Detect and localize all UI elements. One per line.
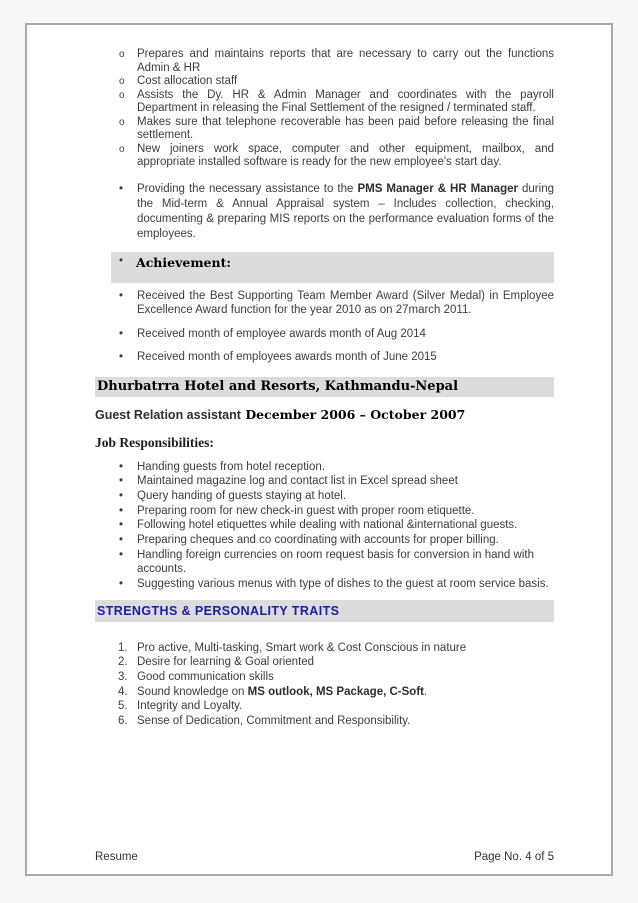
list-item [95, 489, 554, 504]
list-item-number: 1. [118, 641, 128, 654]
disc-bullet-icon: • [119, 578, 124, 591]
awards-list [95, 289, 554, 365]
list-item-text: Handing guests from hotel reception. [137, 460, 325, 473]
assistance-text: Providing the necessary assistance to the PMS Manager & HR Manager during the Mid-term & Annual Appraisal system – Includes collection, checking, documenting & preparing MIS reports on the performance evaluation forms of the employees. [137, 182, 554, 240]
list-item [95, 641, 554, 656]
disc-bullet-icon: • [119, 548, 124, 561]
list-item [95, 143, 554, 170]
list-item [95, 655, 554, 670]
list-item-text: Desire for learning & Goal oriented [137, 656, 315, 669]
list-item [95, 474, 554, 489]
list-item-text: Sense of Dedication, Commitment and Responsibility. [137, 714, 411, 727]
list-item-text: Pro active, Multi-tasking, Smart work & Cost Conscious in nature [137, 641, 467, 654]
page-content [27, 25, 611, 728]
list-item [95, 116, 554, 143]
list-item-text: Following hotel etiquettes while dealing with national &international guests. [137, 519, 518, 532]
list-item [95, 699, 554, 714]
list-item-text: Good communication skills [137, 671, 274, 684]
circle-bullet-icon: o [119, 116, 125, 128]
list-item-text: Assists the Dy. HR & Admin Manager and coordinates with the payroll Department in releasing the Final Settlement of the resigned / terminated staff. [137, 88, 554, 114]
list-item [95, 75, 554, 89]
list-item-text: Sound knowledge on MS outlook, MS Package, C-Soft. [137, 685, 428, 698]
list-item-text: Integrity and Loyalty. [137, 700, 243, 713]
list-item-text: Received month of employees awards month of June 2015 [137, 351, 437, 363]
disc-bullet-icon: • [119, 519, 124, 532]
list-item-text: Prepares and maintains reports that are necessary to carry out the functions Admin & HR [137, 48, 554, 74]
employer-name-header: Dhurbatrra Hotel and Resorts, Kathmandu-Nepal [95, 377, 554, 397]
list-item [95, 533, 554, 548]
role-line [95, 407, 554, 423]
circle-bullet-icon: o [119, 49, 125, 60]
list-item [95, 577, 554, 592]
list-item-text: Received the Best Supporting Team Member Award (Silver Medal) in Employee Excellence Award function for the year 2010 as on 27march 2011. [137, 289, 554, 316]
disc-bullet-icon: • [119, 289, 124, 302]
disc-bullet-icon: • [119, 460, 124, 473]
list-item-number: 2. [118, 656, 128, 669]
page-footer [95, 851, 554, 863]
strengths-section-header: STRENGTHS & PERSONALITY TRAITS [95, 600, 554, 622]
list-item [95, 48, 554, 75]
disc-bullet-icon: • [119, 534, 124, 547]
list-item-text: Handling foreign currencies on room request basis for conversion in hand with accounts. [137, 548, 534, 576]
disc-bullet-icon: • [119, 475, 124, 488]
list-item-text: Preparing room for new check-in guest with proper room etiquette. [137, 504, 475, 517]
assistance-paragraph [95, 182, 554, 242]
list-item-text: Suggesting various menus with type of dishes to the guest at room service basis. [137, 578, 549, 591]
responsibilities-heading: Job Responsibilities: [95, 434, 214, 450]
role-dates: December 2006 – October 2007 [245, 406, 466, 422]
strengths-list [95, 641, 554, 729]
list-item-text: Query handing of guests staying at hotel. [137, 489, 347, 502]
admin-duties-list [95, 48, 554, 170]
list-item-number: 4. [118, 685, 128, 698]
list-item-number: 6. [118, 714, 128, 727]
circle-bullet-icon: o [119, 89, 125, 101]
disc-bullet-icon: • [119, 489, 124, 502]
list-item-text: New joiners work space, computer and other equipment, mailbox, and appropriate installed software is ready for the new employee's start day. [137, 142, 554, 168]
disc-bullet-icon: • [119, 327, 124, 340]
resume-page [25, 23, 613, 876]
responsibilities-list [95, 460, 554, 592]
footer-document-title: Resume [95, 851, 138, 863]
list-item [95, 89, 554, 116]
role-title: Guest Relation assistant [95, 407, 241, 422]
circle-bullet-icon: o [119, 143, 125, 155]
circle-bullet-icon: o [119, 76, 125, 87]
list-item-text: Maintained magazine log and contact list in Excel spread sheet [137, 475, 458, 488]
list-item [95, 504, 554, 519]
list-item [95, 289, 554, 318]
disc-bullet-icon: • [119, 182, 124, 195]
disc-bullet-icon: • [119, 351, 124, 363]
achievement-heading: Achievement: [136, 254, 231, 270]
disc-bullet-icon: • [119, 254, 124, 267]
list-item-number: 3. [118, 671, 128, 684]
list-item [95, 460, 554, 475]
list-item [95, 548, 554, 577]
disc-bullet-icon: • [119, 504, 124, 517]
list-item [95, 685, 554, 700]
footer-page-number: Page No. 4 of 5 [474, 851, 554, 863]
list-item-text: Received month of employee awards month of Aug 2014 [137, 327, 426, 340]
list-item-text: Cost allocation staff [137, 75, 238, 87]
list-item [95, 670, 554, 685]
list-item [95, 714, 554, 729]
list-item-text: Makes sure that telephone recoverable has been paid before releasing the final settlement. [137, 115, 554, 141]
list-item-number: 5. [118, 700, 128, 713]
list-item [95, 350, 554, 365]
achievement-section-header [111, 252, 554, 283]
list-item [95, 518, 554, 533]
list-item [95, 327, 554, 342]
list-item-text: Preparing cheques and co coordinating with accounts for proper billing. [137, 534, 499, 547]
